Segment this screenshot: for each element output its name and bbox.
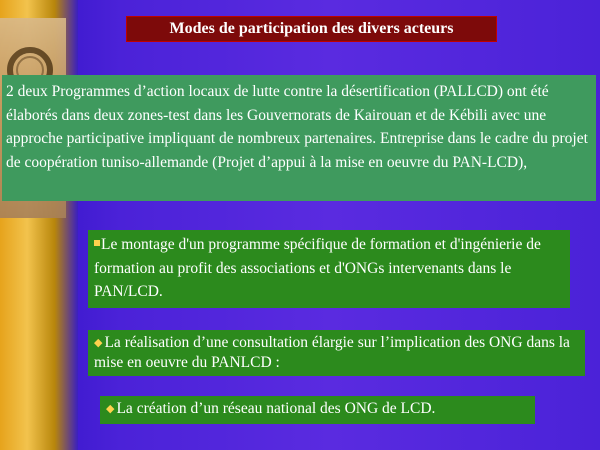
slide-title: Modes de participation des divers acteurs [126,16,497,42]
bullet-text: Le montage d'un programme spécifique de formation et d'ingénierie de formation au profit des associations et d'ONGs intervenants dans le PAN/LCD. [94,236,541,300]
diamond-bullet-icon: ◆ [106,403,115,415]
bullet-item [88,330,585,376]
intro-paragraph: 2 deux Programmes d’action locaux de lutte contre la désertification (PALLCD) ont été élaborés dans deux zones-test dans les Gouvernorats de Kairouan et de Kébili avec une approche participative impliquant de nombreux partenaires. Entreprise dans le cadre du projet de coopération tuniso-allemande (Projet d’appui à la mise en oeuvre du PAN-LCD), [2,75,596,201]
diamond-bullet-icon: ◆ [94,337,103,349]
square-bullet-icon [94,240,100,246]
bullet-item [100,396,535,424]
bullet-item [88,230,570,308]
bullet-text: La création d’un réseau national des ONG de LCD. [116,400,436,417]
bullet-text: La réalisation d’une consultation élargie sur l’implication des ONG dans la mise en oeuvre du PANLCD : [94,334,570,371]
decorative-left-strip [0,0,78,450]
